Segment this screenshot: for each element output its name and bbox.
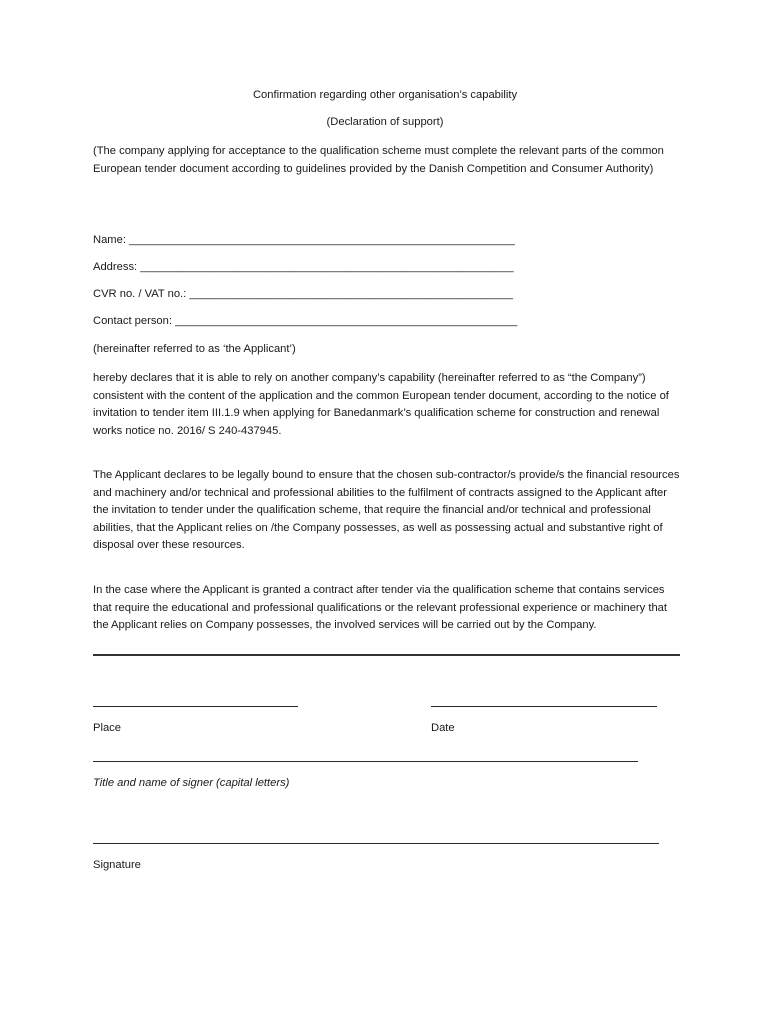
signature-label: Signature [93,859,141,871]
document-title: Confirmation regarding other organisation’s capability [252,89,518,101]
address-field: Address: ____________________________________________________________ [93,261,514,273]
services-paragraph: In the case where the Applicant is granted a contract after tender via the qualification scheme that contains services that require the educational and professional qualifications or the relevant professional experience or machinery that the Applicant relies on Company possesses, the involved services will be carried out by the Company. [93,584,668,631]
name-field: Name: ______________________________________________________________ [93,234,515,246]
obligation-paragraph: The Applicant declares to be legally bound to ensure that the chosen sub-contractor/s provide/s the financial resources and machinery and/or technical and professional abilities to the fulfilment of contracts assigned to the Applicant after the invitation to tender under the qualification scheme, that require the financial and/or technical and professional abilities, that the Applicant relies on /the Company possesses, as well as possessing actual and substantive right of disposal over these resources. [93,469,680,551]
intro-paragraph: (The company applying for acceptance to the qualification scheme must complete the relevant parts of the common European tender document according to guidelines provided by the Danish Competition and Consumer Authority) [93,145,664,175]
signature-line [93,843,659,844]
title-name-label: Title and name of signer (capital letters) [93,777,290,789]
date-signature-line [431,706,657,707]
section-divider [93,654,680,656]
title-name-signature-line [93,761,638,762]
place-signature-line [93,706,298,707]
date-label: Date [431,722,455,734]
applicant-note: (hereinafter referred to as ‘the Applicant’) [93,343,296,355]
place-label: Place [93,722,121,734]
document-subtitle: (Declaration of support) [326,116,444,128]
declaration-paragraph: hereby declares that it is able to rely on another company’s capability (hereinafter referred to as “the Company”) consistent with the content of the application and the common European tender document, according to the notice of invitation to tender item III.1.9 when applying for Banedanmark’s qualification scheme for construction and renewal works notice no. 2016/ S 240-437945. [93,372,669,437]
cvr-vat-field: CVR no. / VAT no.: ____________________________________________________ [93,288,513,300]
contact-person-field: Contact person: _______________________________________________________ [93,315,518,327]
